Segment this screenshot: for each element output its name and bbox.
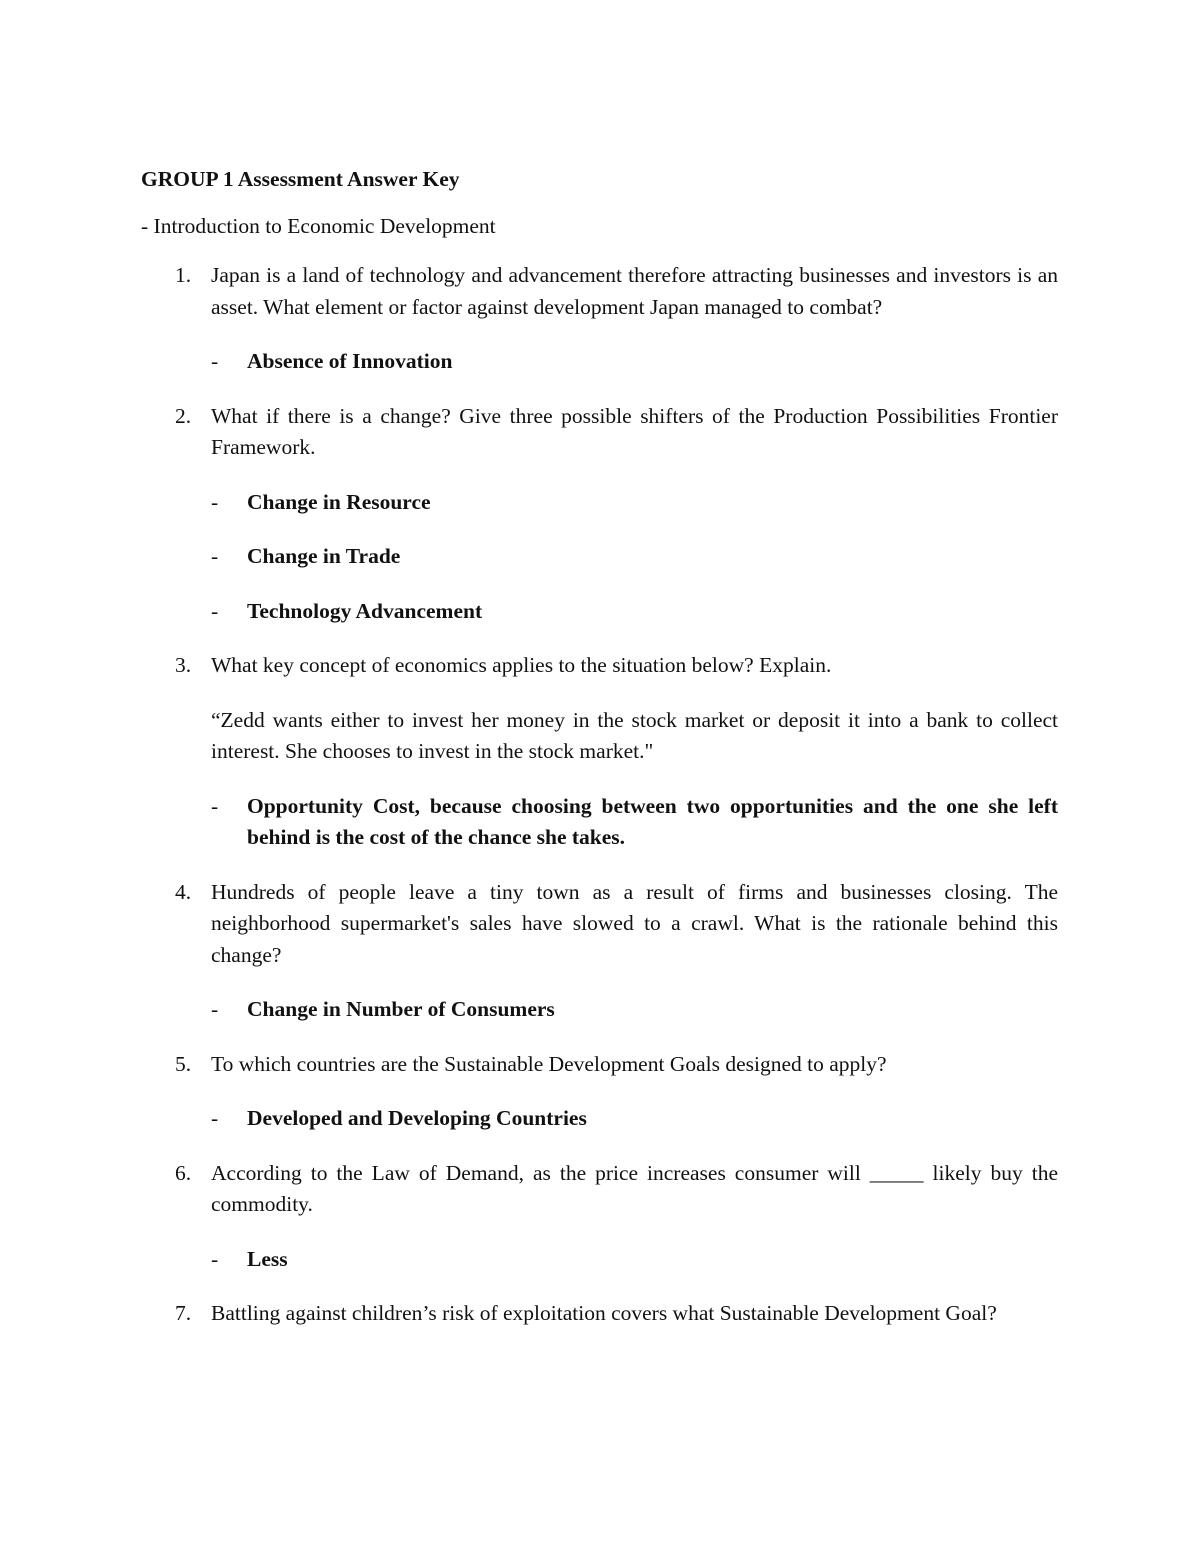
answer-text: Less — [247, 1246, 288, 1271]
answer-2a — [141, 487, 1058, 519]
answer-text: Change in Resource — [247, 489, 431, 514]
answer-dash: - — [211, 997, 219, 1021]
answer-4 — [141, 994, 1058, 1026]
question-number: 5. — [175, 1051, 192, 1076]
answer-text: Developed and Developing Countries — [247, 1106, 587, 1130]
answer-text: Change in Trade — [247, 544, 401, 568]
question-number: 4. — [175, 879, 192, 904]
question-text: Hundreds of people leave a tiny town as a result of firms and businesses closing. The neighborhood supermarket's sales have slowed to a crawl. What is the rationale behind this change? — [211, 879, 1058, 967]
question-text: What key concept of economics applies to the situation below? Explain. — [211, 653, 832, 677]
question-5 — [141, 1049, 1058, 1081]
question-number: 7. — [175, 1301, 192, 1325]
question-4 — [141, 877, 1058, 972]
answer-5 — [141, 1103, 1058, 1135]
answer-6 — [141, 1244, 1058, 1276]
answer-dash: - — [211, 1106, 219, 1130]
document-title: GROUP 1 Assessment Answer Key — [141, 167, 460, 191]
document-content — [141, 164, 1058, 1353]
document-subtitle: - Introduction to Economic Development — [141, 213, 496, 238]
question-1 — [141, 260, 1058, 323]
question-7 — [141, 1298, 1058, 1330]
question-number: 2. — [175, 403, 192, 428]
answer-3 — [141, 791, 1058, 854]
answer-text: Technology Advancement — [247, 598, 483, 623]
question-text: Battling against children’s risk of exploitation covers what Sustainable Development Goal? — [211, 1301, 997, 1325]
situation-quote: “Zedd wants either to invest her money in the stock market or deposit it into a bank to collect interest. She chooses to invest in the stock market." — [211, 707, 1058, 763]
answer-dash: - — [211, 598, 219, 623]
question-text: Japan is a land of technology and advancement therefore attracting businesses and investors is an asset. What element or factor against development Japan managed to combat? — [211, 263, 1058, 319]
question-number: 6. — [175, 1160, 192, 1185]
question-text: To which countries are the Sustainable Development Goals designed to apply? — [211, 1051, 887, 1076]
question-text: According to the Law of Demand, as the price increases consumer will _____ likely buy the commodity. — [211, 1160, 1058, 1216]
answer-2b — [141, 541, 1058, 573]
answer-dash: - — [211, 489, 219, 514]
question-text: What if there is a change? Give three possible shifters of the Production Possibilities Frontier Framework. — [211, 403, 1058, 459]
answer-1 — [141, 346, 1058, 378]
answer-text: Absence of Innovation — [247, 349, 453, 373]
answer-dash: - — [211, 349, 219, 373]
answer-dash: - — [211, 1246, 219, 1271]
answer-text: Change in Number of Consumers — [247, 997, 555, 1021]
answer-2c — [141, 596, 1058, 628]
question-2 — [141, 401, 1058, 464]
answer-dash: - — [211, 793, 219, 818]
question-number: 1. — [175, 263, 192, 287]
answer-text: Opportunity Cost, because choosing between two opportunities and the one she left behind is the cost of the chance she takes. — [247, 793, 1058, 849]
question-6 — [141, 1158, 1058, 1221]
question-3 — [141, 650, 1058, 682]
answer-dash: - — [211, 544, 219, 568]
question-number: 3. — [175, 653, 192, 677]
